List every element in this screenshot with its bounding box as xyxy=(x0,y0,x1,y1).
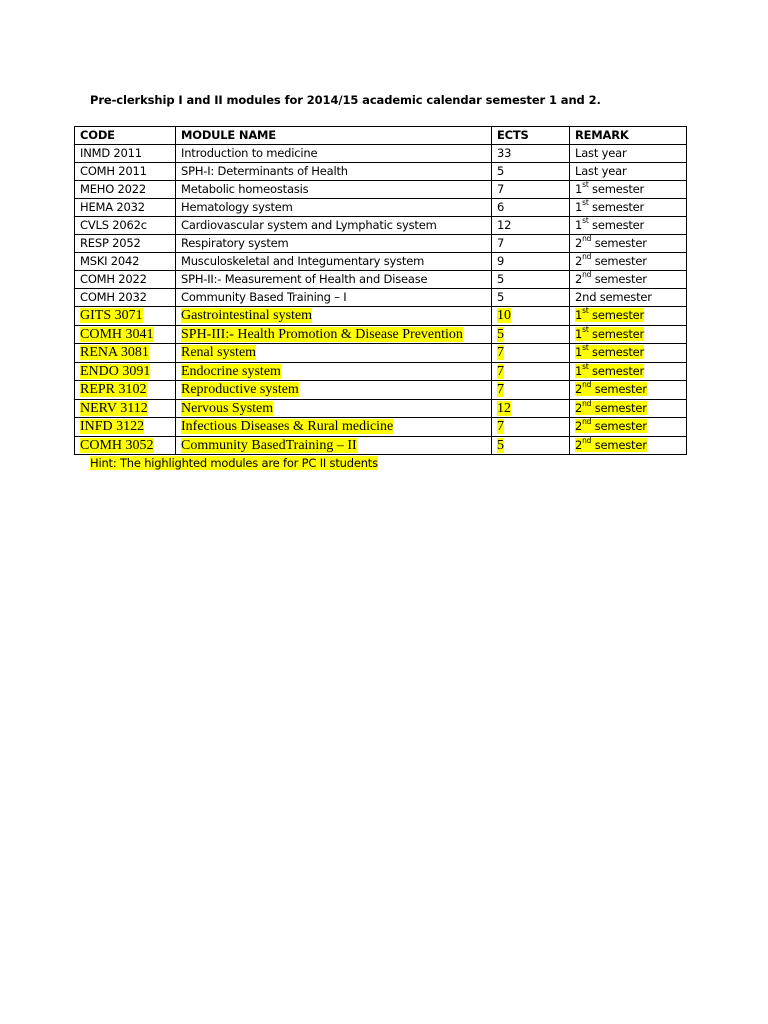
table-row xyxy=(75,344,687,363)
remark-ordinal-suffix: st xyxy=(582,306,589,316)
cell-module-name xyxy=(176,436,492,455)
remark-ordinal-suffix: nd xyxy=(582,270,592,280)
remark-ordinal-suffix: nd xyxy=(582,234,592,244)
cell-code-text: COMH 2032 xyxy=(80,290,147,304)
remark-word: semester xyxy=(588,345,645,359)
cell-module-name-text: Community Based Training – I xyxy=(181,290,347,304)
cell-code xyxy=(75,325,176,344)
cell-ects-text: 33 xyxy=(497,146,512,160)
remark-number: 2 xyxy=(575,236,583,250)
cell-ects-text: 5 xyxy=(497,272,505,286)
cell-code-text: NERV 3112 xyxy=(80,400,148,416)
cell-remark xyxy=(570,325,687,344)
cell-ects-text: 7 xyxy=(497,382,504,397)
cell-module-name xyxy=(176,289,492,307)
cell-ects xyxy=(492,199,570,217)
cell-ects xyxy=(492,418,570,437)
cell-code xyxy=(75,307,176,326)
cell-module-name-text: Metabolic homeostasis xyxy=(181,182,309,196)
remark-number: 2 xyxy=(575,419,583,433)
remark-ordinal-suffix: nd xyxy=(582,417,592,427)
cell-remark xyxy=(570,253,687,271)
cell-ects-text: 7 xyxy=(497,345,504,360)
cell-ects-text: 7 xyxy=(497,363,504,379)
cell-ects xyxy=(492,289,570,307)
cell-module-name-text: Renal system xyxy=(181,345,257,360)
cell-module-name-text: Endocrine system xyxy=(181,363,281,379)
cell-code xyxy=(75,362,176,381)
cell-module-name-text: SPH-II:- Measurement of Health and Disease xyxy=(181,272,428,286)
remark-word: semester xyxy=(591,437,647,452)
cell-remark xyxy=(570,436,687,455)
cell-remark-text xyxy=(575,218,644,232)
cell-module-name-text: SPH-I: Determinants of Health xyxy=(181,164,348,178)
cell-ects-text: 7 xyxy=(497,419,504,434)
remark-number: 2 xyxy=(575,272,583,286)
cell-remark xyxy=(570,217,687,235)
cell-ects xyxy=(492,325,570,344)
cell-module-name-text: Reproductive system xyxy=(181,382,299,397)
remark-word: semester xyxy=(591,236,647,250)
cell-remark-text xyxy=(575,401,647,415)
cell-module-name-text: Cardiovascular system and Lymphatic system xyxy=(181,218,437,232)
table-row xyxy=(75,307,687,326)
cell-module-name-text: Community BasedTraining – II xyxy=(181,437,357,453)
cell-module-name-text: Infectious Diseases & Rural medicine xyxy=(181,419,394,434)
cell-code xyxy=(75,163,176,181)
remark-number: 1 xyxy=(575,326,583,341)
cell-module-name xyxy=(176,235,492,253)
remark-word: semester xyxy=(588,363,645,378)
remark-number: 2 xyxy=(575,254,583,268)
cell-ects xyxy=(492,381,570,400)
hint-note: Hint: The highlighted modules are for PC II students xyxy=(90,456,378,470)
cell-code xyxy=(75,381,176,400)
cell-module-name xyxy=(176,181,492,199)
header-ects: ECTS xyxy=(492,127,570,145)
remark-ordinal-suffix: st xyxy=(582,325,589,334)
cell-ects xyxy=(492,362,570,381)
table-row xyxy=(75,271,687,289)
remark-number: Last year xyxy=(575,146,627,160)
remark-number: 1 xyxy=(575,363,583,378)
cell-module-name xyxy=(176,199,492,217)
remark-word: semester xyxy=(591,254,647,268)
table-row xyxy=(75,289,687,307)
remark-ordinal-suffix: st xyxy=(582,198,589,208)
cell-remark xyxy=(570,289,687,307)
cell-module-name xyxy=(176,325,492,344)
cell-module-name xyxy=(176,271,492,289)
remark-number: 2 xyxy=(575,382,583,396)
cell-code xyxy=(75,235,176,253)
cell-code-text: CVLS 2062c xyxy=(80,218,147,232)
remark-number: 2 xyxy=(575,400,583,415)
cell-ects-text: 6 xyxy=(497,200,505,214)
cell-code xyxy=(75,436,176,455)
cell-module-name xyxy=(176,163,492,181)
cell-code xyxy=(75,418,176,437)
cell-module-name-text: Musculoskeletal and Integumentary system xyxy=(181,254,425,268)
cell-module-name xyxy=(176,307,492,326)
cell-remark-text xyxy=(575,438,647,452)
cell-code-text: RENA 3081 xyxy=(80,345,149,360)
cell-remark xyxy=(570,399,687,418)
cell-code xyxy=(75,271,176,289)
cell-ects-text: 7 xyxy=(497,236,505,250)
cell-ects-text: 7 xyxy=(497,182,505,196)
cell-ects xyxy=(492,344,570,363)
cell-remark xyxy=(570,381,687,400)
cell-remark-text xyxy=(575,254,647,268)
table-row xyxy=(75,436,687,455)
cell-remark xyxy=(570,307,687,326)
cell-ects xyxy=(492,145,570,163)
cell-ects xyxy=(492,163,570,181)
cell-code xyxy=(75,181,176,199)
cell-remark-text xyxy=(575,236,647,250)
cell-code-text: COMH 2011 xyxy=(80,164,147,178)
remark-word: semester xyxy=(588,218,645,232)
cell-code-text: COMH 3041 xyxy=(80,326,154,342)
cell-ects-text: 9 xyxy=(497,254,505,268)
remark-word: semester xyxy=(588,182,645,196)
remark-number: 1 xyxy=(575,218,583,232)
header-module-name: MODULE NAME xyxy=(176,127,492,145)
cell-code-text: INMD 2011 xyxy=(80,146,142,160)
cell-remark-text xyxy=(575,290,652,304)
cell-remark-text xyxy=(575,364,644,378)
remark-ordinal-suffix: nd xyxy=(582,436,592,445)
cell-remark xyxy=(570,418,687,437)
cell-ects xyxy=(492,235,570,253)
cell-module-name xyxy=(176,362,492,381)
cell-ects-text: 5 xyxy=(497,290,505,304)
remark-number: 1 xyxy=(575,182,583,196)
cell-remark-text xyxy=(575,272,647,286)
remark-ordinal-suffix: st xyxy=(582,180,589,190)
table-row xyxy=(75,253,687,271)
cell-code xyxy=(75,399,176,418)
cell-remark xyxy=(570,235,687,253)
cell-remark xyxy=(570,163,687,181)
remark-number: 1 xyxy=(575,345,583,359)
cell-module-name xyxy=(176,381,492,400)
modules-table xyxy=(74,126,687,455)
cell-ects-text: 12 xyxy=(497,400,511,416)
remark-word: semester xyxy=(591,400,647,415)
cell-ects xyxy=(492,217,570,235)
cell-code-text: MEHO 2022 xyxy=(80,182,147,196)
cell-code xyxy=(75,344,176,363)
remark-ordinal-suffix: st xyxy=(582,343,589,353)
cell-remark xyxy=(570,362,687,381)
cell-module-name-text: SPH-III:- Health Promotion & Disease Prevention xyxy=(181,326,463,342)
cell-remark-text xyxy=(575,164,626,178)
cell-code xyxy=(75,289,176,307)
cell-ects xyxy=(492,399,570,418)
cell-remark xyxy=(570,199,687,217)
cell-module-name-text: Respiratory system xyxy=(181,236,289,250)
table-row xyxy=(75,217,687,235)
cell-module-name-text: Nervous System xyxy=(181,400,274,416)
remark-word: semester xyxy=(591,382,647,396)
cell-code-text: GITS 3071 xyxy=(80,308,143,323)
cell-code xyxy=(75,253,176,271)
cell-remark-text xyxy=(575,146,626,160)
cell-code-text: COMH 3052 xyxy=(80,437,154,453)
cell-code-text: COMH 2022 xyxy=(80,272,147,286)
remark-word: semester xyxy=(588,200,645,214)
cell-code-text: INFD 3122 xyxy=(80,419,145,434)
cell-ects xyxy=(492,271,570,289)
table-body xyxy=(75,145,687,455)
cell-code-text: ENDO 3091 xyxy=(80,363,151,379)
cell-remark xyxy=(570,344,687,363)
cell-module-name-text: Hematology system xyxy=(181,200,293,214)
table-row xyxy=(75,381,687,400)
cell-code-text: REPR 3102 xyxy=(80,382,147,397)
cell-code xyxy=(75,145,176,163)
cell-ects-text: 12 xyxy=(497,218,512,232)
cell-code-text: RESP 2052 xyxy=(80,236,141,250)
cell-module-name-text: Introduction to medicine xyxy=(181,146,318,160)
cell-remark xyxy=(570,271,687,289)
remark-ordinal-suffix: st xyxy=(582,362,589,371)
cell-ects-text: 5 xyxy=(497,326,504,342)
table-row xyxy=(75,362,687,381)
remark-number: 1 xyxy=(575,308,583,322)
document-title: Pre-clerkship I and II modules for 2014/15 academic calendar semester 1 and 2. xyxy=(90,93,601,107)
cell-remark-text xyxy=(575,200,644,214)
remark-number: 1 xyxy=(575,200,583,214)
cell-remark-text xyxy=(575,382,647,396)
remark-word: semester xyxy=(588,308,645,322)
remark-word: semester xyxy=(591,272,647,286)
cell-module-name xyxy=(176,145,492,163)
table-row xyxy=(75,418,687,437)
cell-module-name-text: Gastrointestinal system xyxy=(181,308,313,323)
cell-remark-text xyxy=(575,345,644,359)
cell-module-name xyxy=(176,399,492,418)
remark-word: semester xyxy=(591,419,647,433)
table-row xyxy=(75,163,687,181)
table-header-row xyxy=(75,127,687,145)
cell-ects xyxy=(492,307,570,326)
header-remark: REMARK xyxy=(570,127,687,145)
cell-code xyxy=(75,199,176,217)
cell-ects-text: 5 xyxy=(497,437,504,453)
table-row xyxy=(75,145,687,163)
cell-code xyxy=(75,217,176,235)
cell-code-text: HEMA 2032 xyxy=(80,200,145,214)
remark-ordinal-suffix: st xyxy=(582,216,589,226)
table-row xyxy=(75,399,687,418)
cell-remark xyxy=(570,181,687,199)
remark-ordinal-suffix: nd xyxy=(582,252,592,262)
cell-module-name xyxy=(176,253,492,271)
table-row xyxy=(75,181,687,199)
cell-remark-text xyxy=(575,308,644,322)
table-row xyxy=(75,325,687,344)
remark-number: Last year xyxy=(575,164,627,178)
cell-remark-text xyxy=(575,327,644,341)
remark-number: 2nd semester xyxy=(575,290,652,304)
cell-module-name xyxy=(176,217,492,235)
table-row xyxy=(75,235,687,253)
remark-ordinal-suffix: nd xyxy=(582,399,592,408)
table-row xyxy=(75,199,687,217)
cell-remark-text xyxy=(575,419,647,433)
cell-code-text: MSKI 2042 xyxy=(80,254,140,268)
remark-ordinal-suffix: nd xyxy=(582,380,592,390)
remark-number: 2 xyxy=(575,437,583,452)
cell-module-name xyxy=(176,418,492,437)
cell-ects-text: 10 xyxy=(497,308,511,323)
cell-ects xyxy=(492,253,570,271)
header-code: CODE xyxy=(75,127,176,145)
cell-ects xyxy=(492,181,570,199)
cell-ects xyxy=(492,436,570,455)
cell-ects-text: 5 xyxy=(497,164,505,178)
cell-module-name xyxy=(176,344,492,363)
cell-remark xyxy=(570,145,687,163)
remark-word: semester xyxy=(588,326,645,341)
cell-remark-text xyxy=(575,182,644,196)
